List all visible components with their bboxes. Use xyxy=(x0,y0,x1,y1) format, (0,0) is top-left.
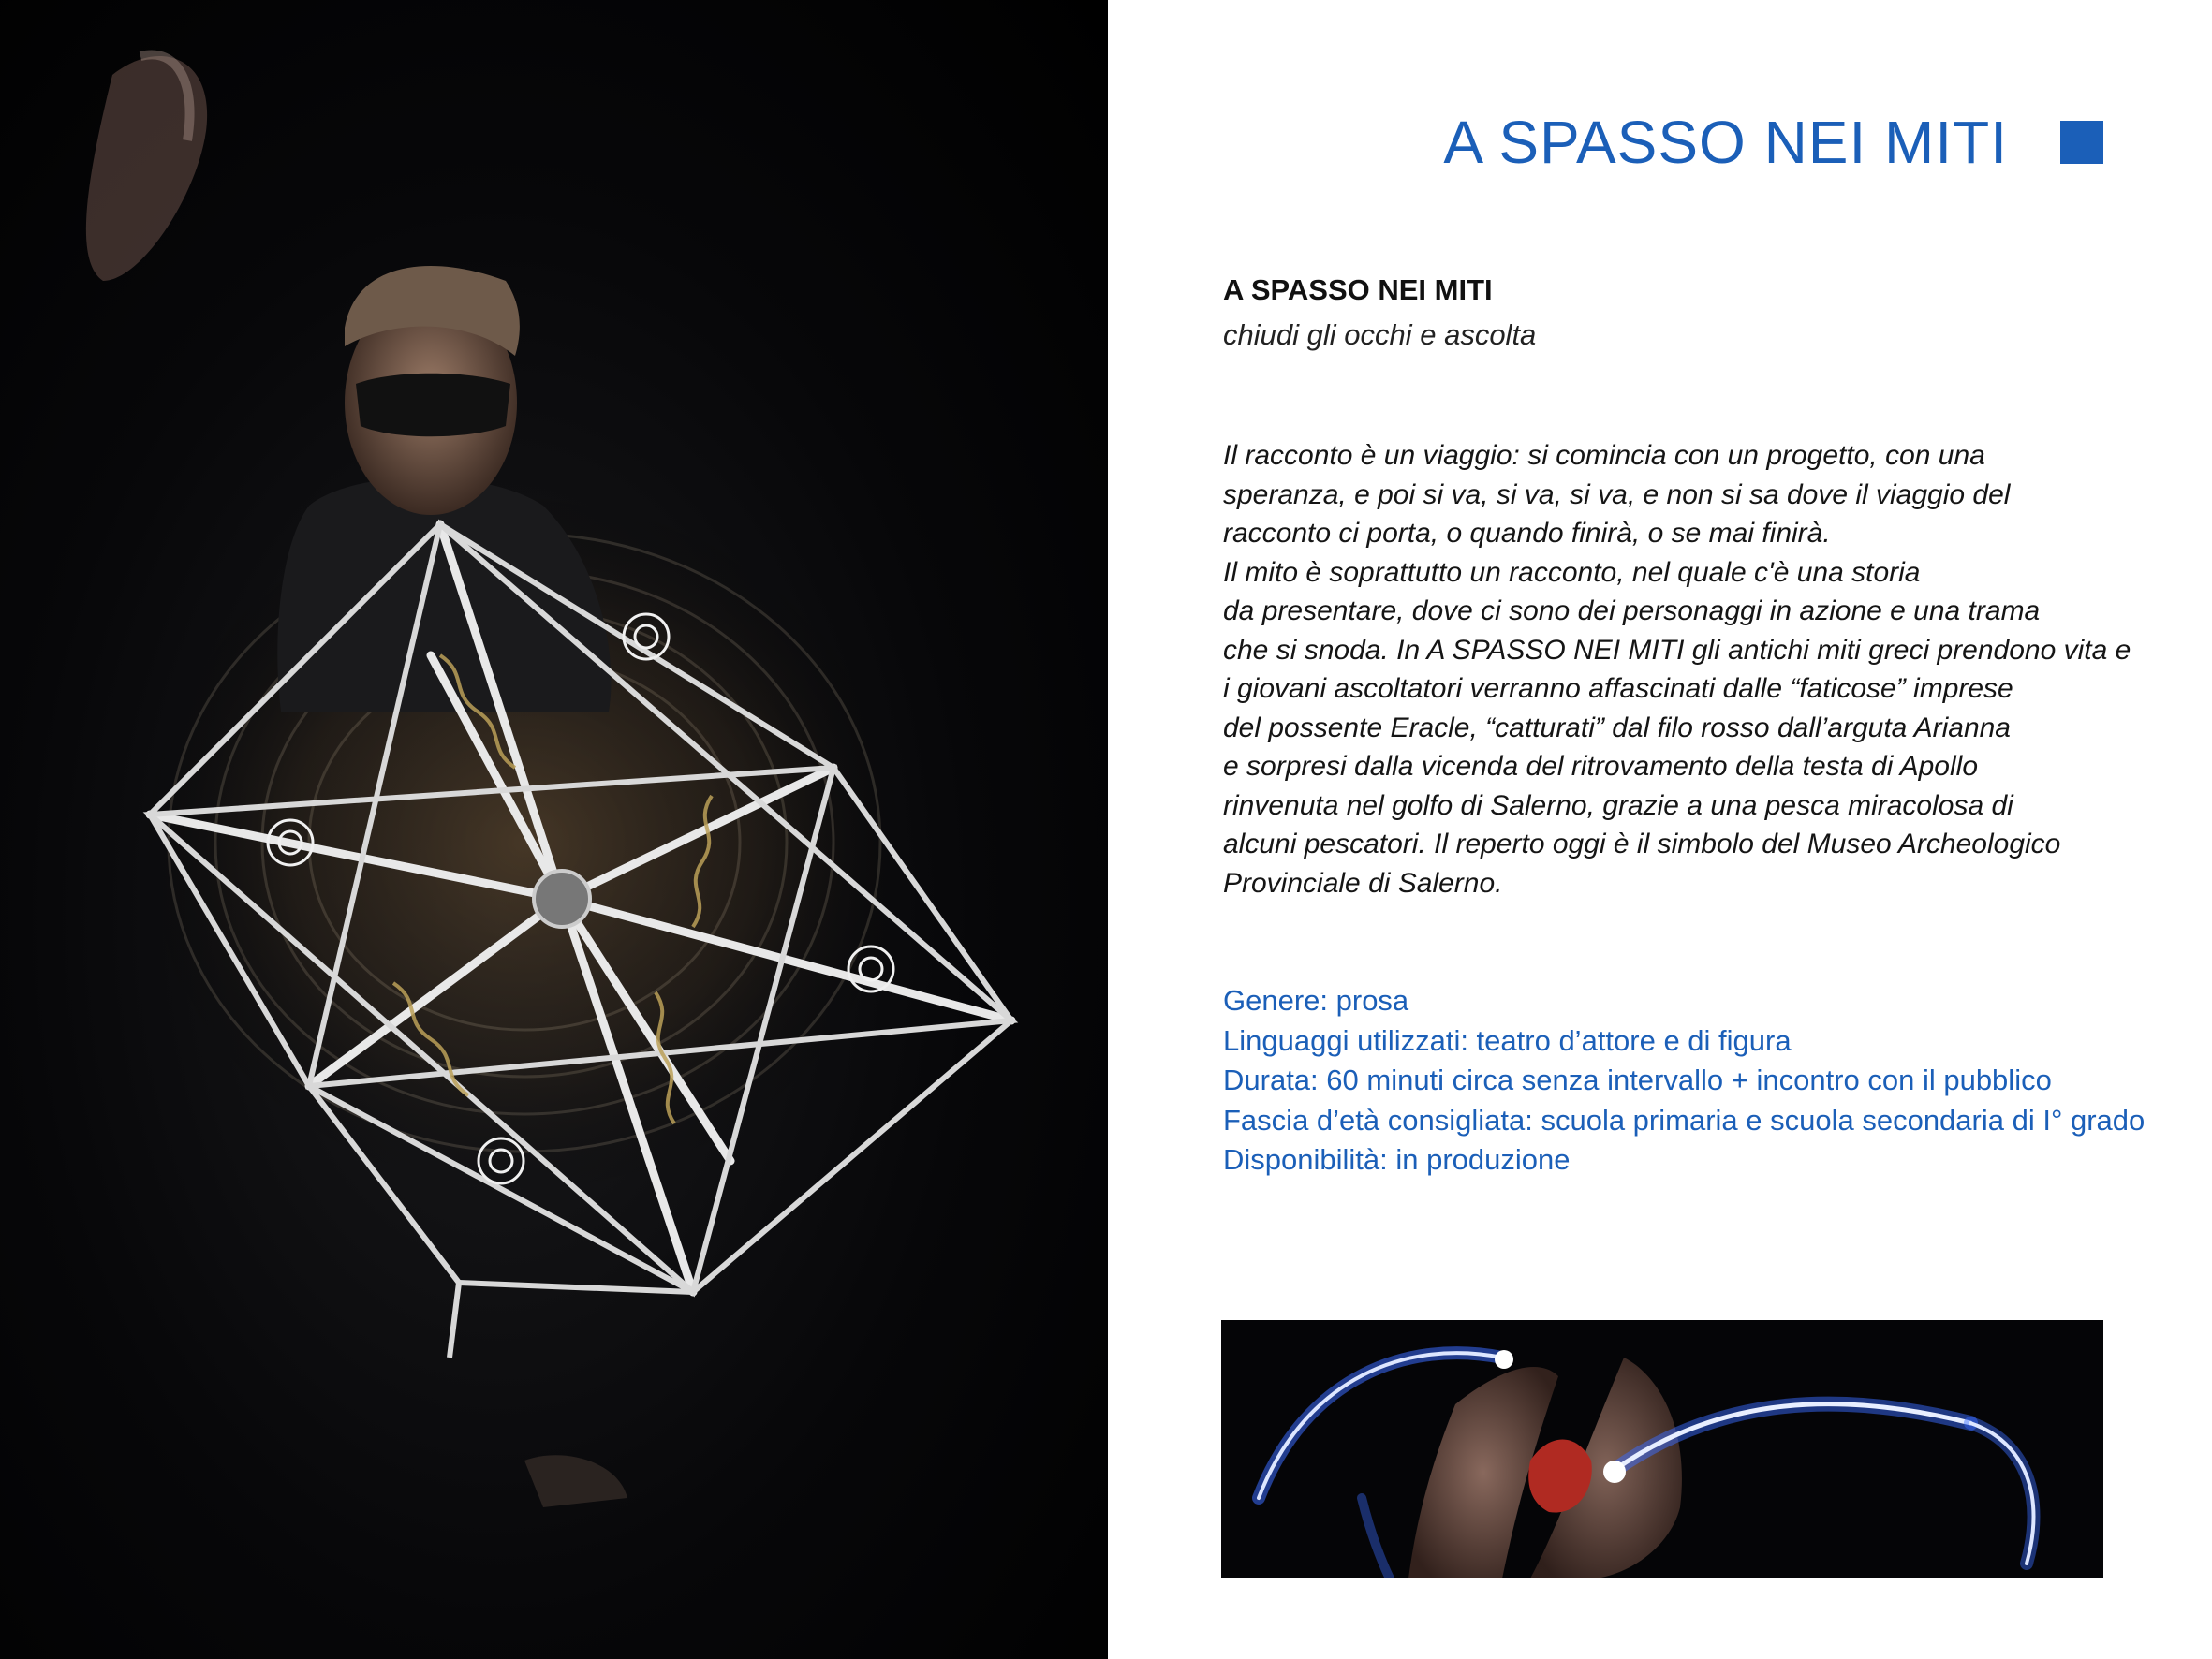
description-line: che si snoda. In A SPASSO NEI MITI gli antichi miti greci prendono vita e xyxy=(1223,634,2131,666)
info-durata: Durata: 60 minuti circa senza intervallo + incontro con il pubblico xyxy=(1223,1064,2052,1096)
description-line: rinvenuta nel golfo di Salerno, grazie a una pesca miracolosa di xyxy=(1223,789,2013,821)
info-genere: Genere: prosa xyxy=(1223,984,1409,1017)
description-line: Il racconto è un viaggio: si comincia con un progetto, con una xyxy=(1223,440,1985,471)
show-info xyxy=(1223,981,2146,1181)
description-line: speranza, e poi si va, si va, si va, e non si sa dove il viaggio del xyxy=(1223,478,2011,510)
description-line: e sorpresi dalla vicenda del ritrovamento della testa di Apollo xyxy=(1223,751,1979,782)
description-line: da presentare, dove ci sono dei personaggi in azione e una trama xyxy=(1223,595,2041,626)
page-title: A SPASSO NEI MITI xyxy=(1443,109,2008,176)
square-accent-icon xyxy=(2060,121,2103,164)
description-text xyxy=(1223,436,2131,903)
info-disponibilita: Disponibilità: in produzione xyxy=(1223,1143,1571,1176)
info-fascia: Fascia d’età consigliata: scuola primaria e scuola secondaria di I° grado xyxy=(1223,1103,2146,1137)
dancer-photo-art xyxy=(1221,1320,2103,1578)
info-linguaggi: Linguaggi utilizzati: teatro d’attore e di figura xyxy=(1223,1023,1792,1057)
description-line: alcuni pescatori. Il reperto oggi è il simbolo del Museo Archeologico xyxy=(1223,829,2061,859)
show-subtitle: chiudi gli occhi e ascolta xyxy=(1223,318,1537,351)
description-line: racconto ci porta, o quando finirà, o se mai finirà. xyxy=(1223,518,1831,549)
description-line: del possente Eracle, “catturati” dal filo rosso dall’arguta Arianna xyxy=(1223,712,2011,743)
show-title: A SPASSO NEI MITI xyxy=(1223,273,1493,306)
description-line: Il mito è soprattutto un racconto, nel quale c'è una storia xyxy=(1223,556,1921,588)
dancer-photo xyxy=(1221,1320,2103,1578)
description-line: i giovani ascoltatori verranno affascinati dalle “faticose” imprese xyxy=(1223,673,2013,704)
description-line: Provinciale di Salerno. xyxy=(1223,867,1503,899)
page-header xyxy=(1443,105,2103,180)
